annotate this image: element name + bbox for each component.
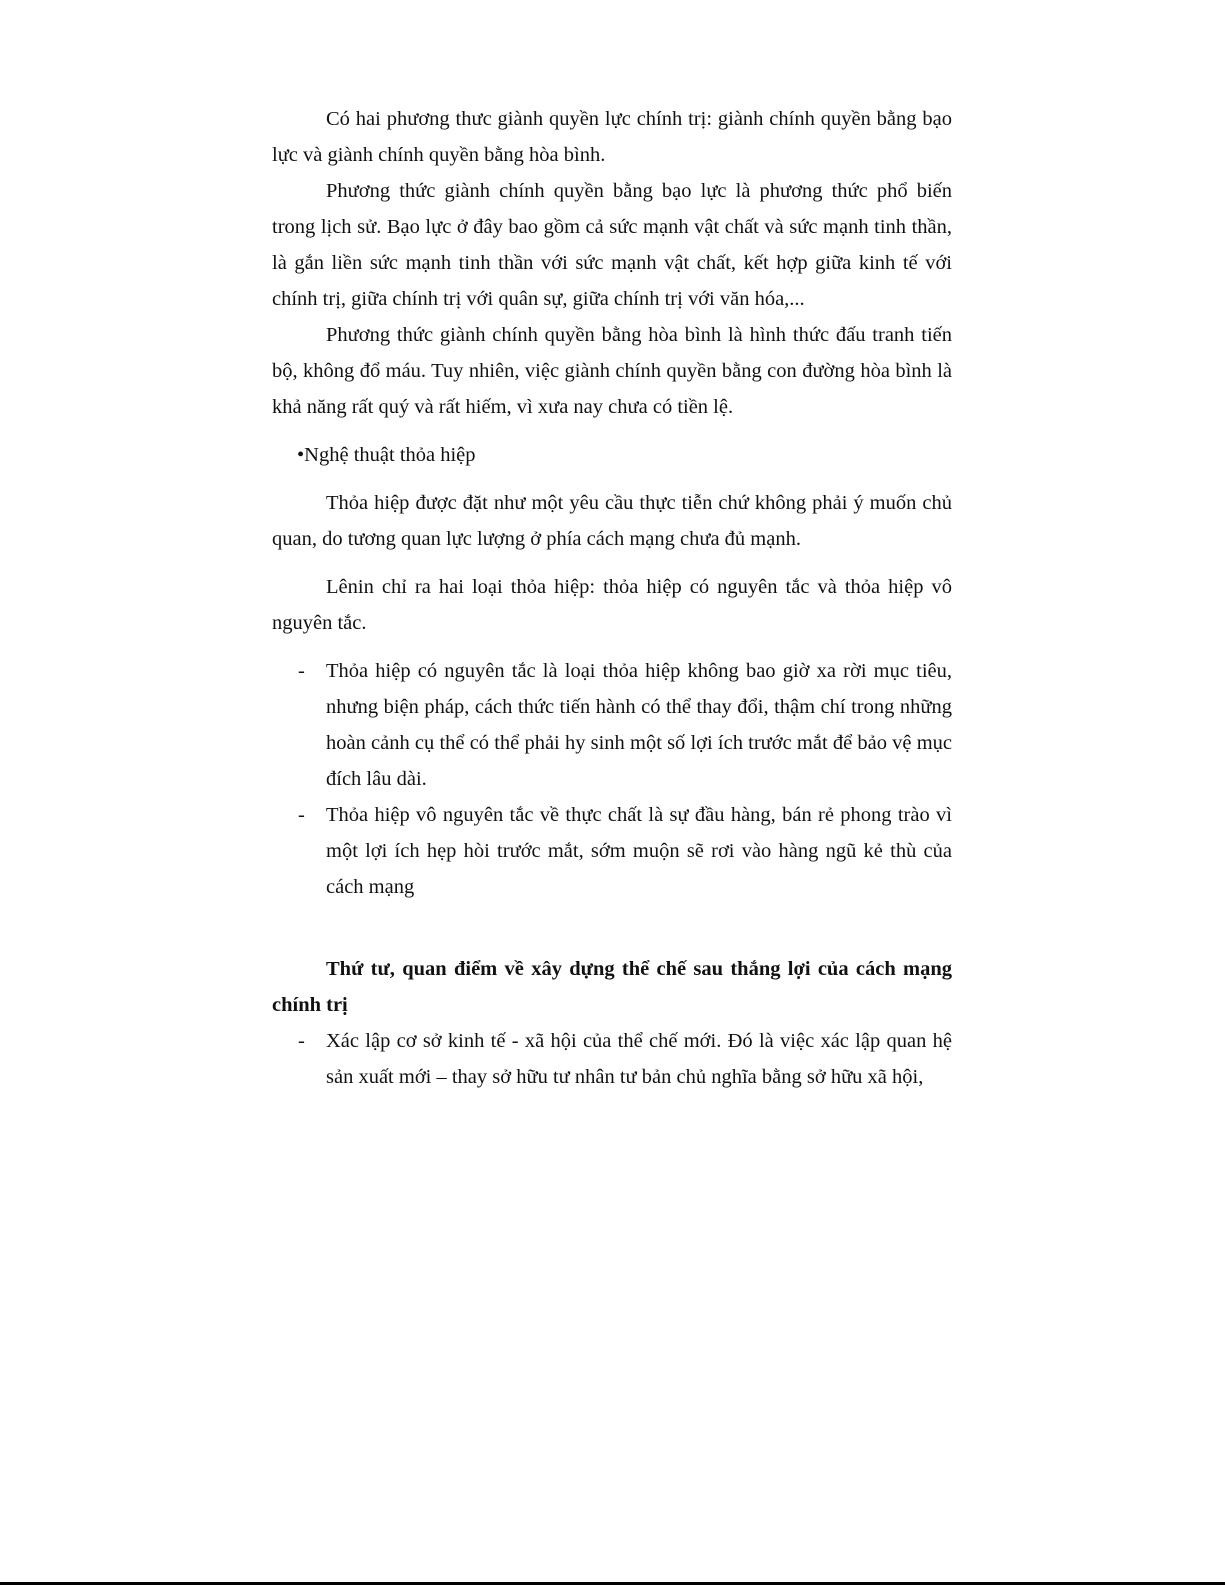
bullet-heading-compromise: •Nghệ thuật thỏa hiệp (297, 444, 476, 466)
list-item (272, 653, 952, 797)
list-item-text: Xác lập cơ sở kinh tế - xã hội của thể chế mới. Đó là việc xác lập quan hệ sản xuất mới – thay sở hữu tư nhân tư bản chủ nghĩa bằng sở hữu xã hội, (326, 1030, 952, 1088)
list-dash-marker: - (298, 1030, 305, 1052)
paragraph-violent-seizure: Phương thức giành chính quyền bằng bạo lực là phương thức phổ biến trong lịch sử. Bạo lực ở đây bao gồm cả sức mạnh vật chất và sức mạnh tinh thần, là gắn liền sức mạnh tinh thần với sức mạnh vật chất, kết hợp giữa kinh tế với chính trị, giữa chính trị với quân sự, giữa chính trị với văn hóa,... (272, 180, 952, 310)
paragraph-political-power-methods: Có hai phương thưc giành quyền lực chính trị: giành chính quyền bằng bạo lực và giành chính quyền bằng hòa bình. (272, 108, 952, 166)
list-item (272, 797, 952, 905)
institution-building-list (272, 1023, 952, 1095)
paragraph-lenin-compromise-types: Lênin chỉ ra hai loại thỏa hiệp: thỏa hiệp có nguyên tắc và thỏa hiệp vô nguyên tắc. (272, 576, 952, 634)
list-dash-marker: - (298, 804, 305, 826)
list-item (272, 1023, 952, 1095)
compromise-types-list (272, 653, 952, 905)
paragraph-peaceful-seizure: Phương thức giành chính quyền bằng hòa bình là hình thức đấu tranh tiến bộ, không đổ máu. Tuy nhiên, việc giành chính quyền bằng con đường hòa bình là khả năng rất quý và rất hiếm, vì xưa nay chưa có tiền lệ. (272, 324, 952, 418)
document-page (272, 101, 952, 1095)
list-dash-marker: - (298, 660, 305, 682)
paragraph-compromise-requirement: Thỏa hiệp được đặt như một yêu cầu thực tiễn chứ không phải ý muốn chủ quan, do tương quan lực lượng ở phía cách mạng chưa đủ mạnh. (272, 492, 952, 550)
section-heading-fourth: Thứ tư, quan điểm về xây dựng thể chế sau thắng lợi của cách mạng chính trị (272, 958, 952, 1016)
list-item-text: Thỏa hiệp có nguyên tắc là loại thỏa hiệp không bao giờ xa rời mục tiêu, nhưng biện pháp, cách thức tiến hành có thể thay đổi, thậm chí trong những hoàn cảnh cụ thể có thể phải hy sinh một số lợi ích trước mắt để bảo vệ mục đích lâu dài. (326, 660, 952, 790)
list-item-text: Thỏa hiệp vô nguyên tắc về thực chất là sự đầu hàng, bán rẻ phong trào vì một lợi ích hẹp hòi trước mắt, sớm muộn sẽ rơi vào hàng ngũ kẻ thù của cách mạng (326, 804, 952, 898)
